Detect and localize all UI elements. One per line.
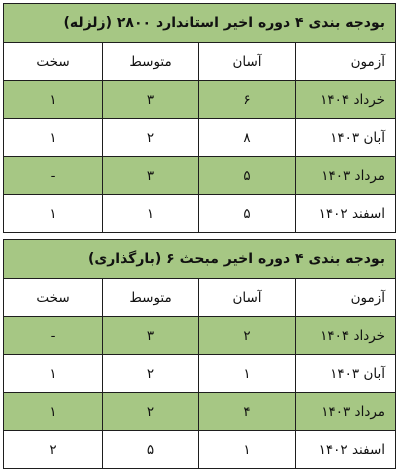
column-header-exam: آزمون xyxy=(296,43,396,81)
hard-cell: ۱ xyxy=(4,195,103,233)
medium-cell: ۳ xyxy=(103,81,199,119)
table-title-row xyxy=(4,240,396,279)
hard-cell: ۱ xyxy=(4,81,103,119)
hard-cell: ۱ xyxy=(4,119,103,157)
table-row xyxy=(4,355,396,393)
easy-cell: ۵ xyxy=(199,157,296,195)
medium-cell: ۵ xyxy=(103,431,199,469)
easy-cell: ۸ xyxy=(199,119,296,157)
table-row xyxy=(4,393,396,431)
exam-cell: مرداد ۱۴۰۳ xyxy=(296,393,396,431)
hard-cell: ۱ xyxy=(4,393,103,431)
column-header-medium: متوسط xyxy=(103,279,199,317)
table-row xyxy=(4,431,396,469)
medium-cell: ۲ xyxy=(103,393,199,431)
hard-cell: ۱ xyxy=(4,355,103,393)
column-header-row xyxy=(4,43,396,81)
exam-cell: خرداد ۱۴۰۴ xyxy=(296,81,396,119)
medium-cell: ۳ xyxy=(103,317,199,355)
easy-cell: ۴ xyxy=(199,393,296,431)
easy-cell: ۲ xyxy=(199,317,296,355)
table-row xyxy=(4,119,396,157)
easy-cell: ۱ xyxy=(199,355,296,393)
column-header-hard: سخت xyxy=(4,279,103,317)
medium-cell: ۲ xyxy=(103,355,199,393)
easy-cell: ۶ xyxy=(199,81,296,119)
medium-cell: ۲ xyxy=(103,119,199,157)
budget-table-topic-6 xyxy=(3,239,396,469)
exam-cell: اسفند ۱۴۰۲ xyxy=(296,431,396,469)
table-title-row xyxy=(4,4,396,43)
table-row xyxy=(4,81,396,119)
budget-table-standard-2800 xyxy=(3,3,396,233)
table-row xyxy=(4,157,396,195)
table-row xyxy=(4,195,396,233)
hard-cell: ۲ xyxy=(4,431,103,469)
table-row xyxy=(4,317,396,355)
column-header-exam: آزمون xyxy=(296,279,396,317)
table-title: بودجه بندی ۴ دوره اخیر استاندارد ۲۸۰۰ (زلزله) xyxy=(4,4,396,43)
column-header-easy: آسان xyxy=(199,279,296,317)
hard-cell: - xyxy=(4,317,103,355)
column-header-row xyxy=(4,279,396,317)
hard-cell: - xyxy=(4,157,103,195)
easy-cell: ۵ xyxy=(199,195,296,233)
medium-cell: ۱ xyxy=(103,195,199,233)
column-header-hard: سخت xyxy=(4,43,103,81)
exam-cell: آبان ۱۴۰۳ xyxy=(296,355,396,393)
exam-cell: اسفند ۱۴۰۲ xyxy=(296,195,396,233)
easy-cell: ۱ xyxy=(199,431,296,469)
column-header-easy: آسان xyxy=(199,43,296,81)
medium-cell: ۳ xyxy=(103,157,199,195)
table-title: بودجه بندی ۴ دوره اخیر مبحث ۶ (بارگذاری) xyxy=(4,240,396,279)
exam-cell: خرداد ۱۴۰۴ xyxy=(296,317,396,355)
exam-cell: مرداد ۱۴۰۳ xyxy=(296,157,396,195)
column-header-medium: متوسط xyxy=(103,43,199,81)
exam-cell: آبان ۱۴۰۳ xyxy=(296,119,396,157)
